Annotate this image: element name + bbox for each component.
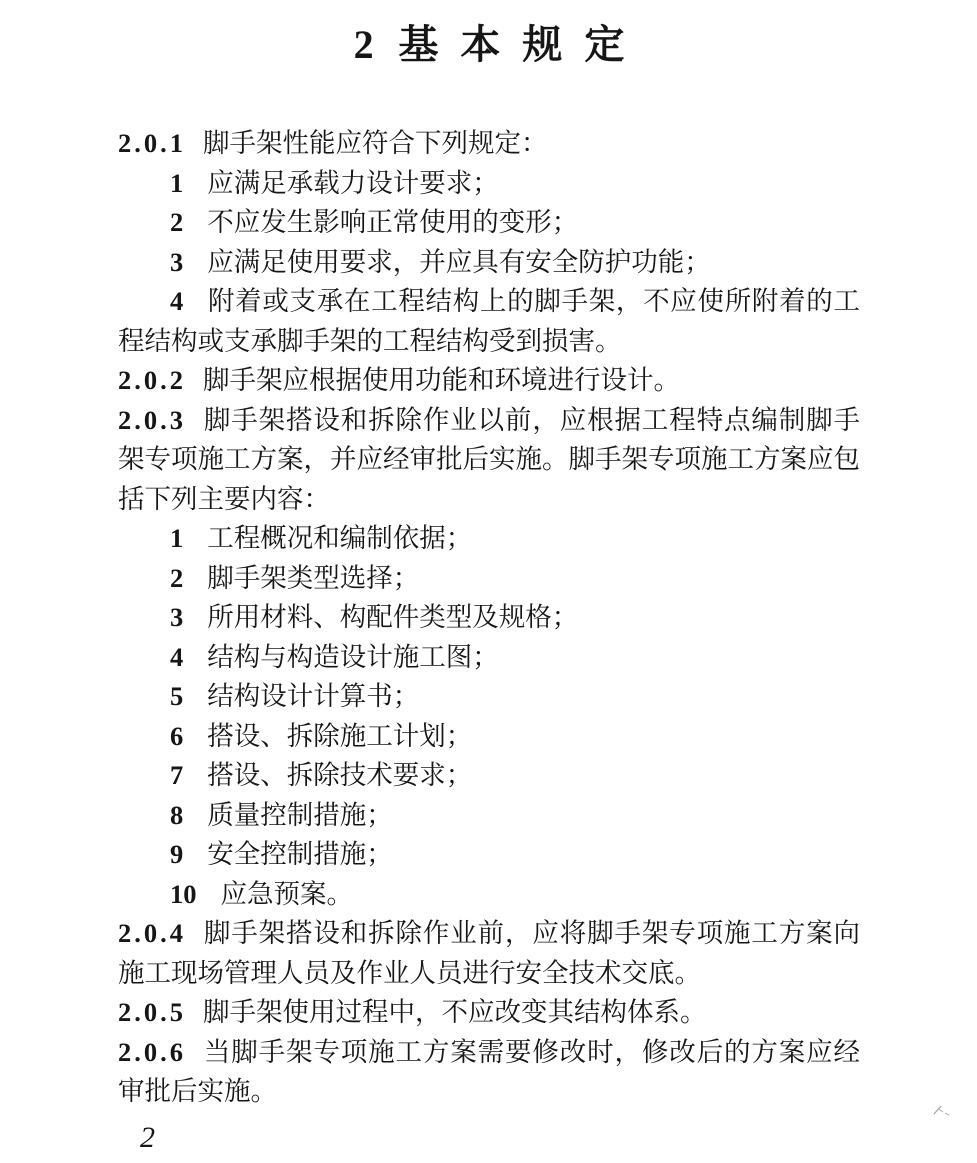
clause-number: 2.0.2 bbox=[118, 365, 186, 395]
clause-number: 2.0.6 bbox=[118, 1036, 186, 1067]
scan-artifact-mark bbox=[930, 1100, 954, 1120]
item-text: 结构设计计算书； bbox=[207, 681, 420, 711]
item-number: 4 bbox=[170, 641, 184, 672]
item-text: 附着或支承在工程结构上的脚手架，不应使所附着的工程结构或支承脚手架的工程结构受到损害。 bbox=[118, 286, 860, 356]
item-number: 4 bbox=[170, 286, 184, 316]
clause-list-item bbox=[118, 164, 860, 204]
item-number: 1 bbox=[170, 167, 184, 198]
item-text: 质量控制措施； bbox=[207, 799, 393, 830]
item-number: 8 bbox=[170, 799, 184, 830]
clause-list-item bbox=[118, 677, 860, 717]
item-text: 脚手架类型选择； bbox=[207, 562, 420, 593]
item-number: 7 bbox=[170, 760, 184, 790]
item-number: 3 bbox=[170, 602, 184, 632]
clause-number: 2.0.1 bbox=[118, 128, 186, 158]
clause-paragraph bbox=[118, 993, 860, 1033]
clause-list-item bbox=[118, 796, 860, 836]
clause-list-item bbox=[118, 835, 860, 875]
item-text: 安全控制措施； bbox=[207, 839, 393, 869]
clause-text: 脚手架应根据使用功能和环境进行设计。 bbox=[203, 365, 680, 395]
clause-list-item bbox=[118, 638, 860, 678]
item-number: 2 bbox=[170, 207, 184, 237]
clause-paragraph bbox=[118, 401, 860, 520]
clause-text: 脚手架搭设和拆除作业以前，应根据工程特点编制脚手架专项施工方案，并应经审批后实施。脚手架专项施工方案应包括下列主要内容： bbox=[118, 404, 860, 514]
clause-paragraph bbox=[118, 124, 860, 164]
page-title bbox=[118, 20, 860, 70]
page-number: 2 bbox=[140, 1120, 155, 1154]
item-number: 10 bbox=[170, 878, 197, 909]
clause-list-item bbox=[118, 756, 860, 796]
clause-list-item bbox=[118, 875, 860, 915]
clause-text: 当脚手架专项施工方案需要修改时，修改后的方案应经审批后实施。 bbox=[118, 1036, 860, 1106]
page-title-number: 2 bbox=[353, 22, 374, 67]
clause-list-item bbox=[118, 559, 860, 599]
clause-list-item bbox=[118, 282, 860, 361]
clause-number: 2.0.4 bbox=[118, 918, 186, 948]
item-text: 应满足承载力设计要求； bbox=[207, 167, 499, 198]
clause-text: 脚手架搭设和拆除作业前，应将脚手架专项施工方案向施工现场管理人员及作业人员进行安全技术交底。 bbox=[118, 918, 860, 988]
clause-text: 脚手架使用过程中，不应改变其结构体系。 bbox=[203, 997, 707, 1027]
item-text: 不应发生影响正常使用的变形； bbox=[207, 207, 579, 237]
clause-paragraph bbox=[118, 361, 860, 401]
clause-list-item bbox=[118, 717, 860, 757]
item-number: 6 bbox=[170, 720, 184, 751]
item-number: 9 bbox=[170, 839, 184, 869]
clause-number: 2.0.5 bbox=[118, 997, 186, 1027]
item-text: 所用材料、构配件类型及规格； bbox=[207, 602, 579, 632]
clause-text: 脚手架性能应符合下列规定： bbox=[203, 128, 548, 158]
item-text: 搭设、拆除施工计划； bbox=[207, 720, 473, 751]
clause-paragraph bbox=[118, 1033, 860, 1112]
clause-number: 2.0.3 bbox=[118, 404, 186, 435]
item-text: 结构与构造设计施工图； bbox=[207, 641, 499, 672]
page-footer bbox=[118, 1118, 860, 1163]
item-number: 3 bbox=[170, 246, 184, 277]
clause-list-item bbox=[118, 598, 860, 638]
page-title-text: 基本规定 bbox=[398, 22, 647, 67]
item-text: 工程概况和编制依据； bbox=[207, 523, 473, 553]
item-text: 应满足使用要求，并应具有安全防护功能； bbox=[207, 246, 711, 277]
item-text: 应急预案。 bbox=[220, 878, 353, 909]
clause-list-item bbox=[118, 243, 860, 283]
item-number: 2 bbox=[170, 562, 184, 593]
clause-paragraph bbox=[118, 914, 860, 993]
item-number: 5 bbox=[170, 681, 184, 711]
clause-list-item bbox=[118, 203, 860, 243]
item-number: 1 bbox=[170, 523, 184, 553]
clause-list-item bbox=[118, 519, 860, 559]
document-body bbox=[118, 124, 860, 1112]
item-text: 搭设、拆除技术要求； bbox=[207, 760, 473, 790]
